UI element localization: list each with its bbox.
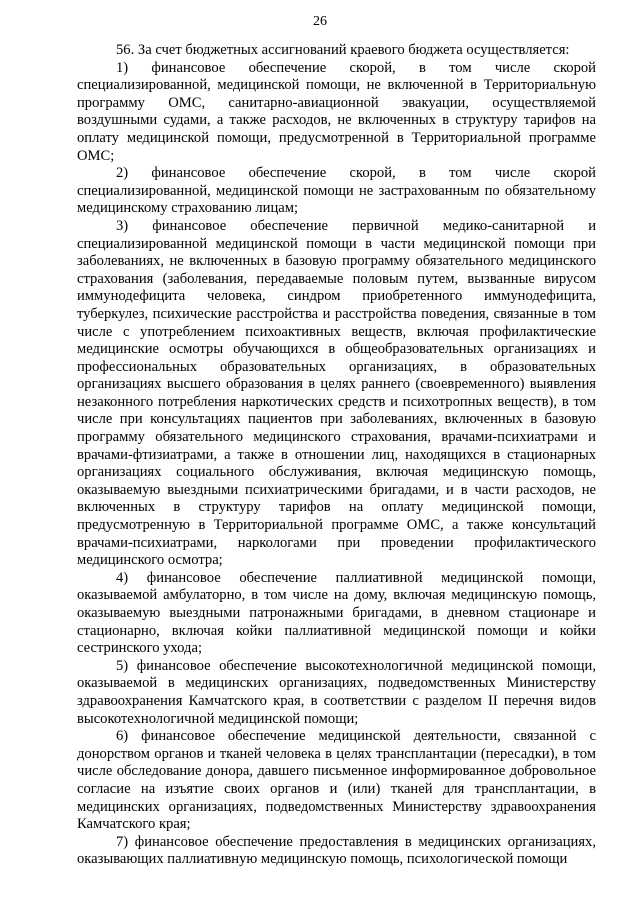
paragraph-item-6: 6) финансовое обеспечение медицинской деятельности, связанной с донорством органов и тканей человека в целях трансплантации (пересадки), в том числе обследование донора, давшего письменное информированное добровольное согласие на изъятие своих органов и (или) тканей для трансплантации, в медицинских организациях, подведомственных Министерству здравоохранения Камчатского края; [77,728,596,833]
paragraph-item-2: 2) финансовое обеспечение скорой, в том числе скорой специализированной, медицинской помощи не застрахованным по обязательному медицинскому страхованию лицам; [77,165,596,217]
paragraph-item-4: 4) финансовое обеспечение паллиативной медицинской помощи, оказываемой амбулаторно, в том числе на дому, включая медицинскую помощь, оказываемую выездными патронажными бригадами, в дневном стационаре и стационарно, включая койки паллиативной медицинской помощи и койки сестринского ухода; [77,569,596,657]
page-number: 26 [313,14,327,29]
paragraph-56-intro: 56. За счет бюджетных ассигнований краевого бюджета осуществляется: [116,42,570,58]
paragraph-item-5: 5) финансовое обеспечение высокотехнологичной медицинской помощи, оказываемой в медицинских организациях, подведомственных Министерству здравоохранения Камчатского края, в соответствии с разделом II перечня видов высокотехнологичной медицинской помощи; [77,657,596,727]
paragraph-item-7: 7) финансовое обеспечение предоставления в медицинских организациях, оказывающих паллиативную медицинскую помощь, психологической помощи [77,833,596,868]
document-body [77,42,596,869]
paragraph-item-1: 1) финансовое обеспечение скорой, в том числе скорой специализированной, медицинской помощи, не включенной в Территориальную программу ОМС, санитарно-авиационной эвакуации, осуществляемой воздушными судами, а также расходов, не включенных в структуру тарифов на оплату медицинской помощи, предусмотренной в Территориальной программе ОМС; [77,59,596,164]
paragraph-item-3: 3) финансовое обеспечение первичной медико-санитарной и специализированной медицинской помощи в части медицинской помощи при заболеваниях, не включенных в базовую программу обязательного медицинского страхования (заболевания, передаваемые половым путем, вызванные вирусом иммунодефицита человека, синдром приобретенного иммунодефицита, туберкулез, психические расстройства и расстройства поведения, связанные в том числе с употреблением психоактивных веществ, включая профилактические медицинские осмотры обучающихся в общеобразовательных организациях и профессиональных образовательных организациях, в образовательных организациях высшего образования в целях раннего (своевременного) выявления незаконного потребления наркотических средств и психотропных веществ), в том числе при консультациях пациентов при заболеваниях, включенных в базовую программу обязательного медицинского страхования, врачами-психиатрами и врачами-фтизиатрами, а также в отношении лиц, находящихся в стационарных организациях социального обслуживания, включая медицинскую помощь, оказываемую выездными психиатрическими бригадами, и в части расходов, не включенных в структуру тарифов на оплату медицинской помощи, предусмотренную в Территориальной программе ОМС, а также консультаций врачами-психиатрами, наркологами при проведении профилактического медицинского осмотра; [77,217,596,569]
